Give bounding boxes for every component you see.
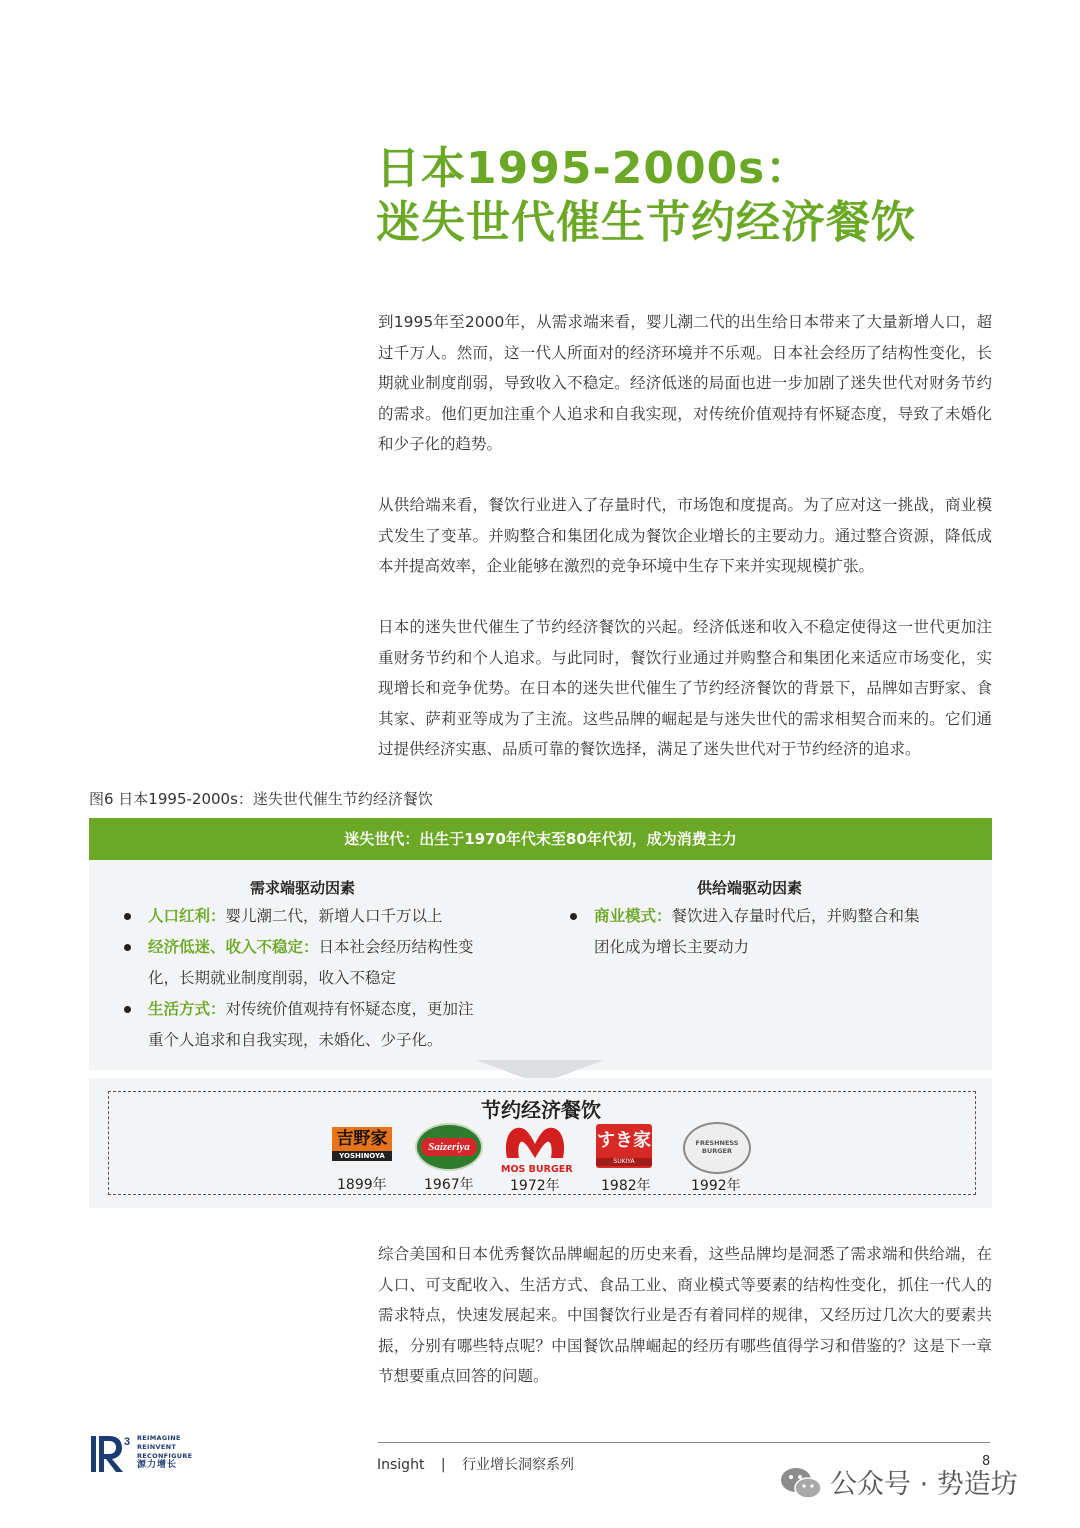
logo-line: REIMAGINE — [137, 1434, 181, 1442]
yoshinoya-logo-mark: 吉野家 — [332, 1127, 392, 1151]
saizeriya-logo — [415, 1123, 483, 1171]
footer-divider — [378, 1442, 990, 1443]
item-key: 生活方式： — [148, 1000, 226, 1018]
brand-year: 1899年 — [337, 1177, 387, 1193]
footer-series — [377, 1454, 574, 1474]
brand-year: 1992年 — [691, 1178, 741, 1194]
brand-year: 1982年 — [601, 1178, 651, 1194]
r3-logo-icon — [89, 1432, 135, 1474]
freshness-burger-logo — [683, 1122, 751, 1174]
paragraph-demand: 到1995年至2000年，从需求端来看，婴儿潮二代的出生给日本带来了大量新增人口，超过千万人。然而，这一代人所面对的经济环境并不乐观。日本社会经历了结构性变化，长期就业制度削弱，导致收入不稳定。经济低迷的局面也进一步加剧了迷失世代对财务节约的需求。他们更加注重个人追求和自我实现，对传统价值观持有怀疑态度，导致了未婚化和少子化的趋势。 — [378, 313, 992, 454]
demand-heading: 需求端驱动因素 — [250, 879, 356, 897]
saizeriya-logo-mark: Saizeriya — [421, 1138, 477, 1156]
watermark-text: 公众号 · 势造坊 — [830, 1469, 1018, 1500]
list-item — [122, 901, 482, 932]
yoshinoya-logo — [332, 1127, 392, 1163]
footer-separator: | — [440, 1457, 446, 1473]
figure-banner: 迷失世代：出生于1970年代末至80年代初，成为消费主力 — [89, 818, 992, 860]
page-title — [376, 142, 1016, 250]
list-item — [122, 932, 482, 994]
list-item — [568, 901, 928, 963]
brands-title: 节约经济餐饮 — [481, 1098, 601, 1122]
bullet-icon — [124, 913, 131, 920]
mos-burger-logo-text: MOS BURGER — [501, 1164, 573, 1175]
svg-text:3: 3 — [124, 1436, 131, 1448]
list-item — [122, 994, 482, 1056]
brand-year: 1967年 — [424, 1177, 474, 1193]
supply-list — [568, 901, 928, 963]
brand-year: 1972年 — [510, 1178, 560, 1194]
item-key: 人口红利： — [148, 907, 226, 925]
mos-burger-logo — [501, 1124, 573, 1175]
bullet-icon — [124, 1006, 131, 1013]
item-text: 餐饮进入存量时代后，并购整合和集团化成为增长主要动力 — [594, 907, 920, 956]
item-text: 日本社会经历结构性变化，长期就业制度削弱，收入不稳定 — [148, 938, 474, 987]
logo-line: RECONFIGURE — [137, 1452, 193, 1460]
supply-heading: 供给端驱动因素 — [697, 879, 803, 897]
mos-burger-m-icon — [501, 1124, 569, 1160]
logo-cn: 源力增长 — [137, 1460, 178, 1470]
freshness-burger-logo-text: FRESHNESS BURGER — [695, 1139, 739, 1155]
footer-brand: Insight — [377, 1457, 425, 1473]
title-line-2: 迷失世代催生节约经济餐饮 — [376, 197, 916, 248]
wechat-icon — [780, 1466, 822, 1504]
paragraph-conclusion: 综合美国和日本优秀餐饮品牌崛起的历史来看，这些品牌均是洞悉了需求端和供给端，在人口、可支配收入、生活方式、食品工业、商业模式等要素的结构性变化，抓住一代人的需求特点，快速发展起来。中国餐饮行业是否有着同样的规律，又经历过几次大的要素共振，分别有哪些特点呢？中国餐饮品牌崛起的经历有哪些值得学习和借鉴的？这是下一章节想要重点回答的问题。 — [378, 1245, 992, 1386]
yoshinoya-logo-sub: YOSHINOYA — [332, 1151, 392, 1161]
item-text: 对传统价值观持有怀疑态度，更加注重个人追求和自我实现，未婚化、少子化。 — [148, 1000, 474, 1049]
item-key: 经济低迷、收入不稳定： — [148, 938, 319, 956]
r3-logo-words — [137, 1434, 192, 1470]
logo-line: REINVENT — [137, 1443, 177, 1451]
r3-logo — [89, 1432, 135, 1478]
bullet-icon — [570, 913, 577, 920]
page-number: 8 — [982, 1454, 991, 1469]
sukiya-logo-mark: すき家 — [597, 1130, 651, 1151]
bullet-icon — [124, 944, 131, 951]
sukiya-logo-sub: SUKIYA — [596, 1158, 652, 1166]
paragraph-supply: 从供给端来看，餐饮行业进入了存量时代，市场饱和度提高。为了应对这一挑战，商业模式发生了变革。并购整合和集团化成为餐饮企业增长的主要动力。通过整合资源，降低成本并提高效率，企业能够在激烈的竞争环境中生存下来并实现规模扩张。 — [378, 496, 992, 576]
item-key: 商业模式： — [594, 907, 672, 925]
title-line-1: 日本1995-2000s： — [376, 143, 811, 194]
paragraph-lost-generation: 日本的迷失世代催生了节约经济餐饮的兴起。经济低迷和收入不稳定使得这一世代更加注重财务节约和个人追求。与此同时，餐饮行业通过并购整合和集团化来适应市场变化，实现增长和竞争优势。在日本的迷失世代催生了节约经济餐饮的背景下，品牌如吉野家、食其家、萨莉亚等成为了主流。这些品牌的崛起是与迷失世代的需求相契合而来的。它们通过提供经济实惠、品质可靠的餐饮选择，满足了迷失世代对于节约经济的追求。 — [378, 618, 992, 759]
sukiya-logo — [596, 1124, 652, 1168]
demand-list — [122, 901, 482, 1056]
item-text: 婴儿潮二代，新增人口千万以上 — [225, 907, 443, 925]
footer-series-name: 行业增长洞察系列 — [462, 1457, 575, 1473]
figure-caption: 图6 日本1995-2000s：迷失世代催生节约经济餐饮 — [89, 790, 433, 808]
